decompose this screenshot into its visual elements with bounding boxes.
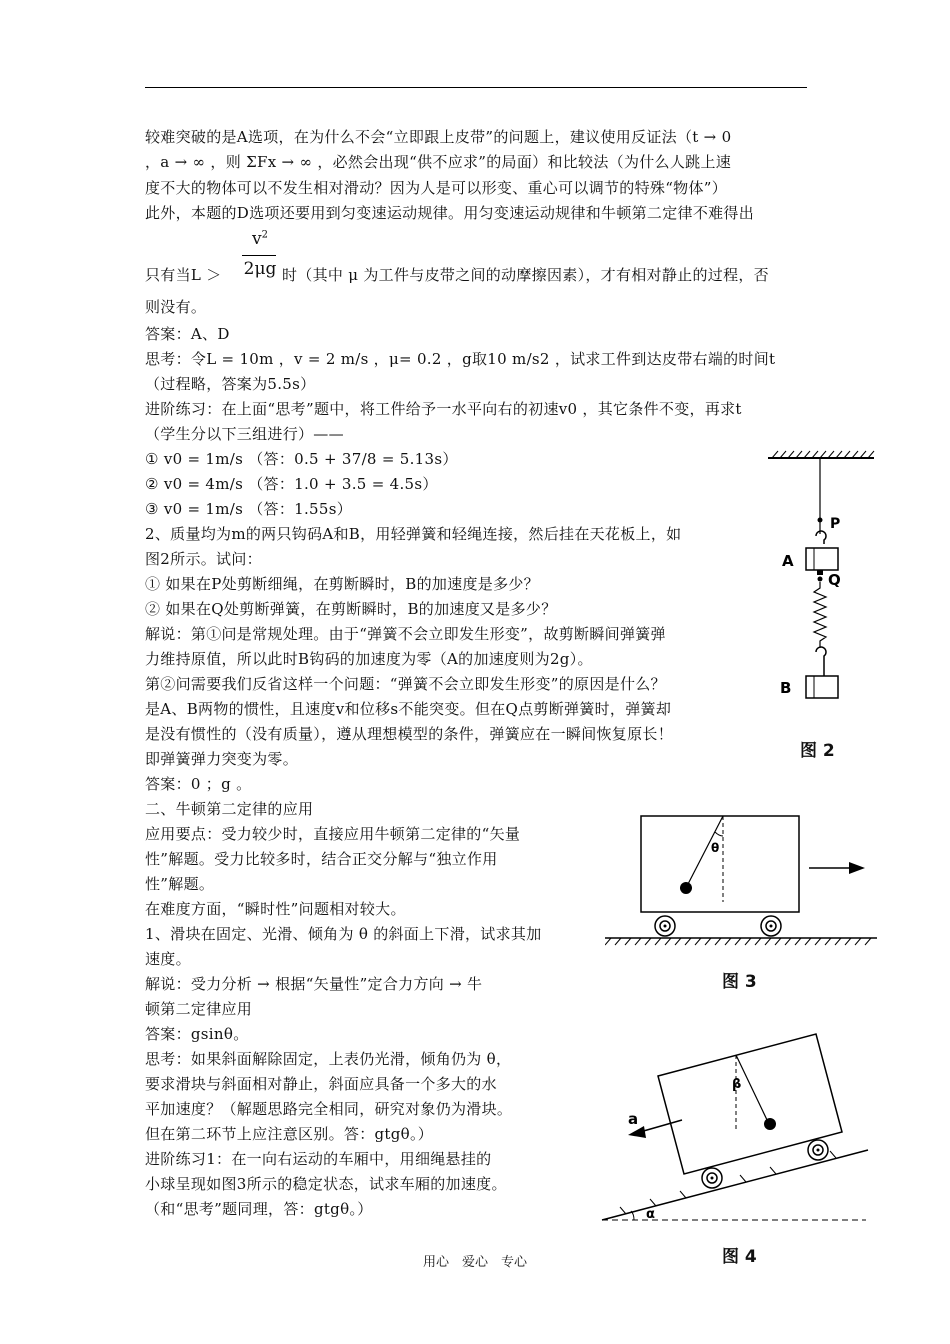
text-line: 性”解题。	[145, 875, 215, 893]
fraction-denominator: 2μg	[243, 259, 277, 279]
text-line: 顿第二定律应用	[145, 1000, 253, 1018]
text-line: （学生分以下三组进行）——	[145, 425, 344, 443]
fig2-label-p: P	[830, 516, 841, 532]
fraction-v2-over-2ug	[240, 229, 280, 281]
text-line: 时（其中 μ 为工件与皮带之间的动摩擦因素），才有相对静止的过程，否	[282, 266, 769, 284]
text-line: 第②问需要我们反省这样一个问题：“弹簧不会立即发生形变”的原因是什么？	[145, 675, 666, 693]
text-line: ③ v0 = 1m/s （答：1.55s）	[145, 500, 353, 518]
text-line: 答案：gsinθ。	[145, 1025, 249, 1043]
text-line: （和“思考”题同理，答：gtgθ。）	[145, 1200, 373, 1218]
text-line: 则没有。	[145, 298, 207, 316]
header-rule	[145, 87, 807, 88]
text-line: 要求滑块与斜面相对静止，斜面应具备一个多大的水	[145, 1075, 497, 1093]
fig4-label-alpha: α	[646, 1207, 655, 1222]
text-line: 1、滑块在固定、光滑、倾角为 θ 的斜面上下滑，试求其加	[145, 925, 542, 943]
text-line: 在难度方面，“瞬时性”问题相对较大。	[145, 900, 406, 918]
text-line: 平加速度？（解题思路完全相同，研究对象仍为滑块。	[145, 1100, 513, 1118]
text-line: 力维持原值，所以此时B钩码的加速度为零（A的加速度则为2g）。	[145, 650, 593, 668]
text-line: （过程略，答案为5.5s）	[145, 375, 316, 393]
text-line: 此外，本题的D选项还要用到匀变速运动规律。用匀变速运动规律和牛顿第二定律不难得出	[145, 204, 755, 222]
text-line: 是没有惯性的（没有质量），遵从理想模型的条件，弹簧应在一瞬间恢复原长！	[145, 725, 674, 743]
text-line: 度不大的物体可以不发生相对滑动？因为人是可以形变、重心可以调节的特殊“物体”）	[145, 179, 728, 197]
text-line: 解说：第①问是常规处理。由于“弹簧不会立即发生形变”，故剪断瞬间弹簧弹	[145, 625, 666, 643]
figure-2-spring-diagram	[760, 448, 880, 718]
text-line: 较难突破的是A选项，在为什么不会“立即跟上皮带”的问题上，建议使用反证法（t → 0	[145, 128, 732, 146]
fig2-label-a: A	[782, 552, 794, 570]
text-line: 性”解题。受力比较多时，结合正交分解与“独立作用	[145, 850, 498, 868]
page-footer: 用心 爱心 专心	[422, 1255, 527, 1270]
text-line: 二、牛顿第二定律的应用	[145, 800, 314, 818]
figure-3-caption: 图 3	[722, 972, 757, 992]
text-line: ② v0 = 4m/s （答：1.0 + 3.5 = 4.5s）	[145, 475, 438, 493]
fig2-label-b: B	[780, 679, 792, 697]
figure-2-caption: 图 2	[800, 741, 835, 761]
figure-4-caption: 图 4	[722, 1247, 757, 1267]
fig3-label-theta: θ	[711, 841, 720, 855]
text-line: 图2所示。试问：	[145, 550, 262, 568]
text-line: 即弹簧弹力突变为零。	[145, 750, 299, 768]
text-line: 答案：A、D	[145, 325, 230, 343]
text-line: 进阶练习1：在一向右运动的车厢中，用细绳悬挂的	[145, 1150, 492, 1168]
text-line: 小球呈现如图3所示的稳定状态，试求车厢的加速度。	[145, 1175, 507, 1193]
fig4-label-beta: β	[732, 1077, 742, 1092]
text-line: 是A、B两物的惯性，且速度v和位移s不能突变。但在Q点剪断弹簧时，弹簧却	[145, 700, 672, 718]
text-line: 应用要点：受力较少时，直接应用牛顿第二定律的“矢量	[145, 825, 521, 843]
text-line: ① 如果在P处剪断细绳，在剪断瞬时，B的加速度是多少？	[145, 575, 539, 593]
text-line: 解说：受力分析 → 根据“矢量性”定合力方向 → 牛	[145, 975, 483, 993]
figure-4-incline-cart	[596, 1020, 871, 1230]
fig4-label-a: a	[628, 1110, 639, 1128]
text-line: 进阶练习：在上面“思考”题中，将工件给予一水平向右的初速v0 ，其它条件不变，再求t	[145, 400, 742, 418]
text-line: 2、质量均为m的两只钩码A和B，用轻弹簧和轻绳连接，然后挂在天花板上，如	[145, 525, 682, 543]
text-line: ① v0 = 1m/s （答：0.5 + 37/8 = 5.13s）	[145, 450, 458, 468]
text-line: 速度。	[145, 950, 191, 968]
fraction-bar	[242, 255, 276, 256]
text-line: 只有当L ＞	[145, 266, 222, 284]
text-line: 思考：令L = 10m ，v = 2 m/s ，μ= 0.2 ，g取10 m/s2 ，试求工件到达皮带右端的时间t	[145, 350, 776, 368]
figure-3-cart-pendulum	[605, 810, 880, 950]
fig2-label-q: Q	[828, 571, 841, 589]
text-line: 思考：如果斜面解除固定，上表仍光滑，倾角仍为 θ，	[145, 1050, 512, 1068]
text-line: 但在第二环节上应注意区别。答：gtgθ。）	[145, 1125, 434, 1143]
text-line: ② 如果在Q处剪断弹簧，在剪断瞬时，B的加速度又是多少？	[145, 600, 557, 618]
fraction-numerator: $v^2$	[252, 229, 268, 249]
text-line: ，a → ∞ ，则 ΣFx → ∞ ，必然会出现“供不应求”的局面）和比较法（为什么人跳上速	[145, 153, 732, 171]
text-line: 答案：0 ；g 。	[145, 775, 252, 793]
